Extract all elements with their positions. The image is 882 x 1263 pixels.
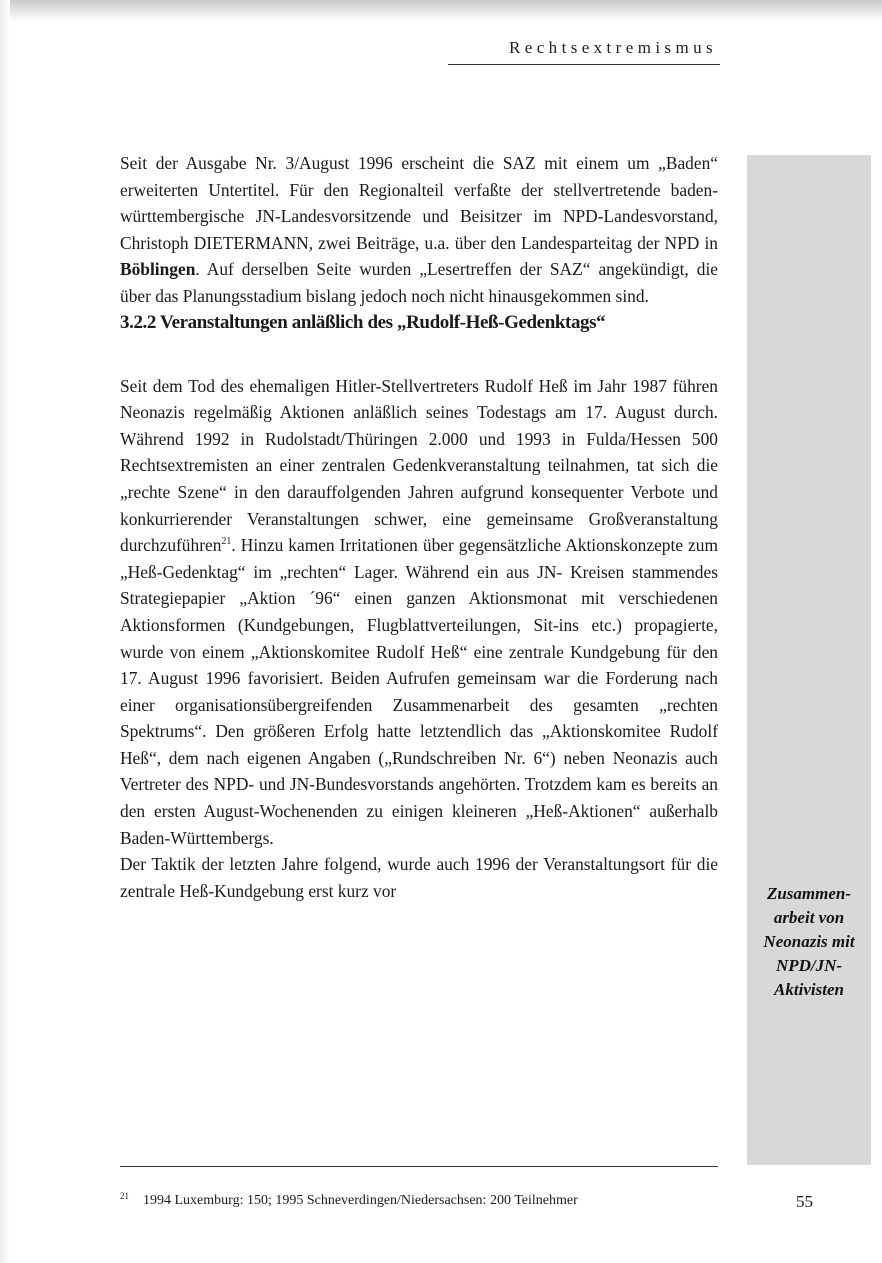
paragraph-text: Seit der Ausgabe Nr. 3/August 1996 erscheint die SAZ mit einem um „Baden“ erweiterten Untertitel. Für den Regionalteil verfaßte der stellvertretende baden-württembergische JN-Landesvorsitzende und Beisitzer im NPD-Landesvorstand, Christoph DIETERMANN, zwei Beiträge, u.a. über den Landesparteitag der NPD in xyxy=(120,153,718,253)
header-rule xyxy=(448,64,720,65)
paragraph-text: . Auf derselben Seite wurden „Lesertreffen der SAZ“ angekündigt, die über das Planungsstadium bislang jedoch noch nicht hinausgekommen sind. xyxy=(120,259,718,306)
margin-column xyxy=(747,155,871,1165)
scan-shadow-top xyxy=(0,0,882,22)
paragraph-text: Seit dem Tod des ehemaligen Hitler-Stellvertreters Rudolf Heß im Jahr 1987 führen Neonazis regelmäßig Aktionen anläßlich seines Todestags am 17. August durch. Während 1992 in Rudolstadt/Thüringen 2.000 und 1993 in Fulda/Hessen 500 Rechtsextremisten an einer zentralen Gedenkveranstaltung teilnahmen, tat sich die „rechte Szene“ in den darauffolgenden Jahren aufgrund konsequenter Verbote und konkurrierender Veranstaltungen schwer, eine gemeinsame Großveranstaltung durchzuführen xyxy=(120,375,718,556)
margin-note-line: Neonazis mit xyxy=(763,932,855,951)
bold-place-name: Böblingen xyxy=(120,259,196,280)
footnote-reference: 21 xyxy=(221,536,232,548)
scan-shadow-left xyxy=(0,0,10,1263)
paragraph-hess-events xyxy=(120,373,718,852)
paragraph-text: . Hinzu kamen Irritationen über gegensätzliche Aktionskonzepte zum „Heß-Gedenktag“ im „rechten“ Lager. Während ein aus JN- Kreisen stammendes Strategiepapier „Aktion ´96“ einen ganzen Aktionsmonat mit verschiedenen Aktionsformen (Kundgebungen, Flugblattverteilungen, Sit-ins etc.) propagierte, wurde von einem „Aktionskomitee Rudolf Heß“ eine zentrale Kundgebung für den 17. August 1996 favorisiert. Beiden Aufrufen gemeinsam war die Forderung nach einer organisationsübergreifenden Zusammenarbeit des gesamten „rechten Spektrums“. Den größeren Erfolg hatte letztendlich das „Aktionskomitee Rudolf Heß“, dem nach eigenen Angaben („Rundschreiben Nr. 6“) neben Neonazis auch Vertreter des NPD- und JN-Bundesvorstands angehörten. Trotzdem kam es bereits an den ersten August-Wochenenden zu einigen kleineren „Heß-Aktionen“ außerhalb Baden-Württembergs. xyxy=(120,535,718,848)
section-heading: 3.2.2 Veranstaltungen anläßlich des „Rudolf-Heß-Gedenktags“ xyxy=(120,311,606,333)
footnote-rule xyxy=(120,1166,718,1167)
main-text xyxy=(120,150,718,904)
footnote-number: 21 xyxy=(120,1191,129,1201)
margin-note-line: arbeit von xyxy=(773,908,845,927)
margin-note-line: Aktivisten xyxy=(774,980,844,999)
page-number: 55 xyxy=(796,1192,813,1211)
footnote xyxy=(120,1187,740,1210)
running-title: Rechtsextremismus xyxy=(509,38,717,57)
paragraph-intro xyxy=(120,150,718,310)
paragraph-venue: Der Taktik der letzten Jahre folgend, wurde auch 1996 der Veranstaltungsort für die zentrale Heß-Kundgebung erst kurz vor xyxy=(120,854,718,901)
margin-note-line: NPD/JN- xyxy=(775,956,843,975)
footnote-text: 1994 Luxemburg: 150; 1995 Schneverdingen/Niedersachsen: 200 Teilnehmer xyxy=(143,1193,578,1208)
margin-note-line: Zusammen- xyxy=(766,884,852,903)
margin-note xyxy=(747,882,871,1002)
